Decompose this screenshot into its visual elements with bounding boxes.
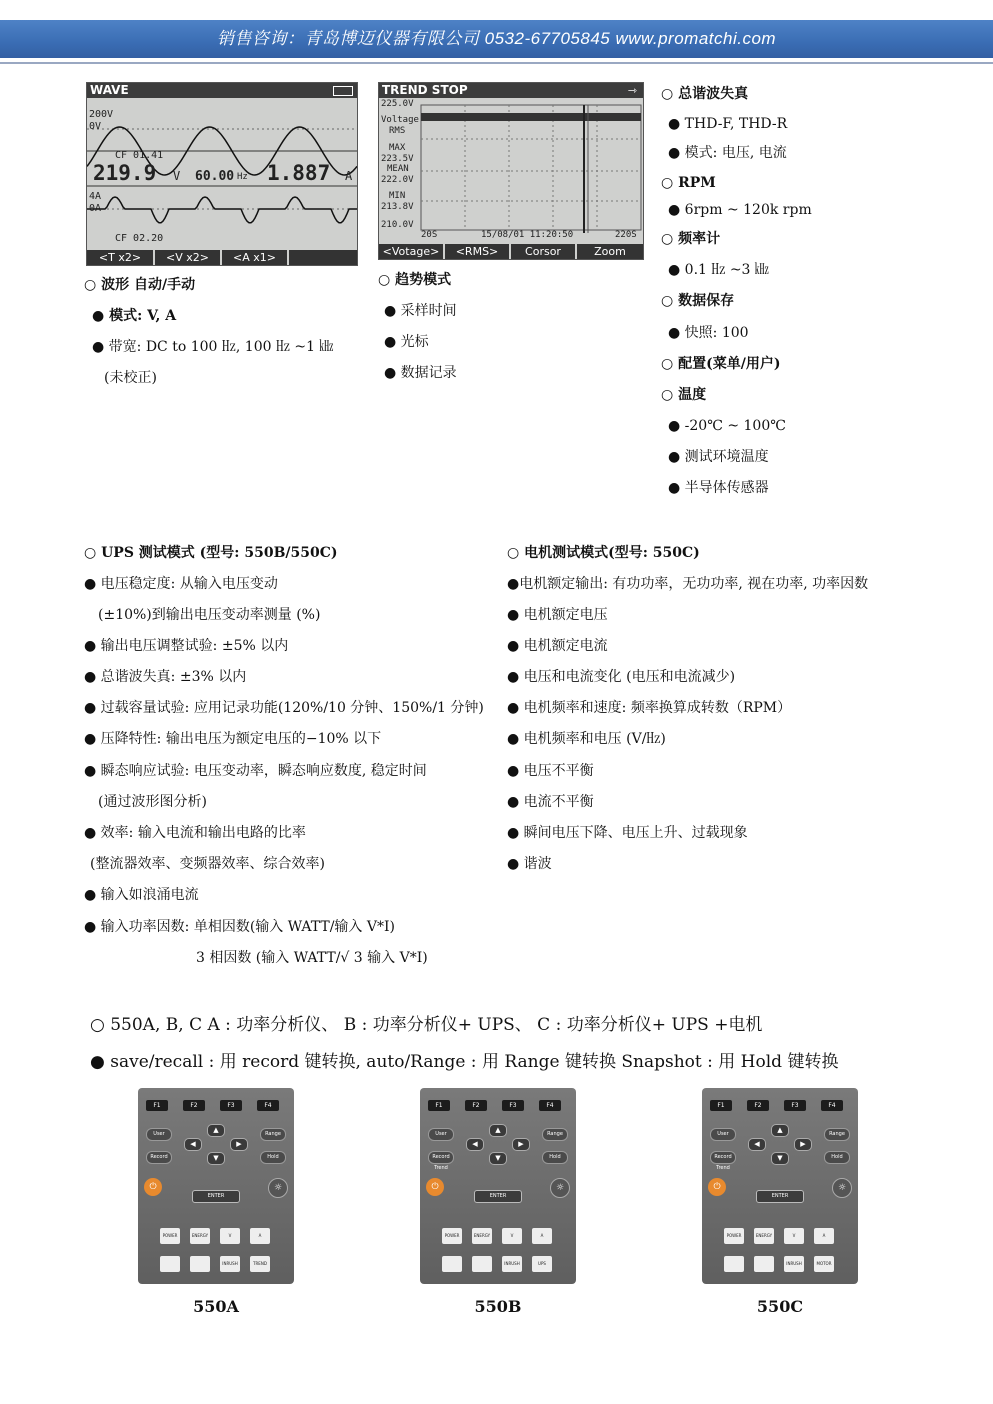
ups-title: ○ UPS 测试模式 (型号: 550B/550C) bbox=[84, 545, 338, 561]
motor-item-9: ● 谐波 bbox=[507, 856, 552, 872]
ups-item-11: ● 输入功率因数: 单相因数(输入 WATT/输入 V*I) bbox=[84, 919, 395, 935]
f1-key[interactable]: F1 bbox=[710, 1100, 732, 1111]
motor-item-2: ● 电机额定电流 bbox=[507, 638, 608, 654]
softkey-t-x2[interactable]: <T x2> bbox=[87, 250, 155, 265]
trend-label-225v: 225.0V bbox=[381, 99, 414, 109]
header-bar bbox=[0, 20, 993, 58]
softkey-zoom[interactable]: Zoom bbox=[594, 245, 626, 258]
function-key-2[interactable] bbox=[754, 1256, 774, 1272]
f2-key[interactable]: F2 bbox=[465, 1100, 487, 1111]
trend-label-voltage: Voltage bbox=[381, 115, 419, 125]
motor-title: ○ 电机测试模式(型号: 550C) bbox=[507, 545, 700, 561]
keypad-550c bbox=[702, 1088, 858, 1284]
record-key[interactable]: Record Trend bbox=[710, 1151, 736, 1164]
arrow-up-icon[interactable]: ▲ bbox=[489, 1124, 507, 1137]
trend-label-max: MAX bbox=[389, 143, 406, 153]
softkey-empty[interactable] bbox=[289, 250, 355, 265]
function-key-2[interactable] bbox=[472, 1256, 492, 1272]
ups-item-8: ● 效率: 输入电流和输出电路的比率 bbox=[84, 825, 306, 841]
function-key-3[interactable]: INRUSH bbox=[784, 1256, 804, 1272]
arrow-left-icon[interactable]: ◀ bbox=[184, 1138, 202, 1151]
enter-key[interactable]: ENTER bbox=[192, 1190, 240, 1203]
enter-key[interactable]: ENTER bbox=[756, 1190, 804, 1203]
keypad-550b bbox=[420, 1088, 576, 1284]
right-feature-12: ● 测试环境温度 bbox=[668, 449, 769, 465]
ups-item-12: 3 相因数 (输入 WATT/√ 3 输入 V*I) bbox=[196, 950, 428, 966]
header-divider bbox=[0, 62, 993, 64]
trend-x-time: 15/08/01 11:20:50 bbox=[481, 230, 574, 240]
right-feature-3: ○ RPM bbox=[661, 175, 716, 191]
keypad-caption: 550B bbox=[474, 1297, 522, 1316]
mode-specific-key[interactable]: TREND bbox=[250, 1256, 270, 1272]
right-feature-0: ○ 总谐波失真 bbox=[661, 86, 749, 102]
trend-feature-title: ○ 趋势模式 bbox=[378, 272, 452, 288]
arrow-down-icon[interactable]: ▼ bbox=[771, 1152, 789, 1165]
mode-key-1[interactable]: POWER bbox=[724, 1228, 744, 1244]
mode-key-4[interactable]: A bbox=[532, 1228, 552, 1244]
f2-key[interactable]: F2 bbox=[183, 1100, 205, 1111]
motor-item-1: ● 电机额定电压 bbox=[507, 607, 608, 623]
softkey-cursor[interactable]: Corsor bbox=[511, 244, 577, 259]
user-key[interactable]: User bbox=[146, 1128, 172, 1141]
trend-label-210v: 210.0V bbox=[381, 220, 414, 230]
user-key[interactable]: User bbox=[428, 1128, 454, 1141]
arrow-up-icon[interactable]: ▲ bbox=[207, 1124, 225, 1137]
a-cf-label: CF 02.20 bbox=[115, 233, 164, 244]
mode-specific-key[interactable]: MOTOR bbox=[814, 1256, 834, 1272]
v-scale-label: 200V bbox=[89, 109, 114, 120]
motor-item-6: ● 电压不平衡 bbox=[507, 763, 594, 779]
wave-screen-title: WAVE bbox=[87, 83, 357, 98]
v-cf-label: CF 01.41 bbox=[115, 150, 164, 161]
arrow-right-icon[interactable]: ▶ bbox=[794, 1138, 812, 1151]
wave-feature-title: ○ 波形 自动/手动 bbox=[84, 277, 196, 293]
ups-item-2: ● 输出电压调整试验: ±5% 以内 bbox=[84, 638, 289, 654]
motor-item-0: ●电机额定输出: 有功功率，无功功率, 视在功率, 功率因数 bbox=[507, 576, 869, 592]
plug-icon: ⇾ bbox=[627, 84, 637, 97]
frequency-readout: 60.00 bbox=[195, 169, 235, 184]
right-feature-11: ● -20℃ ~ 100℃ bbox=[668, 418, 786, 434]
record-key[interactable]: Record bbox=[146, 1151, 172, 1164]
ups-item-9: (整流器效率、变频器效率、综合效率) bbox=[90, 856, 325, 872]
keypad-caption: 550C bbox=[756, 1297, 804, 1316]
ups-item-6: ● 瞬态响应试验: 电压变动率，瞬态响应数度, 稳定时间 bbox=[84, 763, 427, 779]
f4-key[interactable]: F4 bbox=[821, 1100, 843, 1111]
function-key-1[interactable] bbox=[442, 1256, 462, 1272]
current-unit: A bbox=[345, 169, 353, 183]
ups-item-7: (通过波形图分析) bbox=[98, 794, 207, 810]
mode-key-2[interactable]: ENERGY bbox=[754, 1228, 774, 1244]
function-key-2[interactable] bbox=[190, 1256, 210, 1272]
trend-feature-sampling: ● 采样时间 bbox=[384, 303, 457, 319]
wave-feature-mode: ● 模式: V, A bbox=[92, 308, 177, 324]
function-key-1[interactable] bbox=[160, 1256, 180, 1272]
right-feature-9: ○ 配置(菜单/用户) bbox=[661, 356, 781, 372]
f3-key[interactable]: F3 bbox=[502, 1100, 524, 1111]
mode-key-2[interactable]: ENERGY bbox=[190, 1228, 210, 1244]
trend-label-min: MIN bbox=[389, 191, 406, 201]
ups-item-5: ● 压降特性: 输出电压为额定电压的−10% 以下 bbox=[84, 731, 382, 747]
ups-item-10: ● 输入如浪涌电流 bbox=[84, 887, 199, 903]
trend-x-left: 20S bbox=[421, 230, 438, 240]
right-feature-13: ● 半导体传感器 bbox=[668, 480, 769, 496]
a-zero-label: 0A bbox=[89, 203, 102, 214]
arrow-right-icon[interactable]: ▶ bbox=[512, 1138, 530, 1151]
function-key-1[interactable] bbox=[724, 1256, 744, 1272]
right-feature-4: ● 6rpm ~ 120k rpm bbox=[668, 202, 812, 218]
ups-item-1: (±10%)到输出电压变动率测量 (%) bbox=[98, 607, 321, 623]
keypad-550a bbox=[138, 1088, 294, 1284]
softkey-a-x1[interactable]: <A x1> bbox=[222, 250, 289, 265]
record-key[interactable]: Record Trend bbox=[428, 1151, 454, 1164]
trend-label-rms: RMS bbox=[389, 126, 406, 136]
enter-key[interactable]: ENTER bbox=[474, 1190, 522, 1203]
current-readout: 1.887 bbox=[267, 161, 331, 185]
save-recall-line: ● save/recall : 用 record 键转换, auto/Range : 用 Range 键转换 Snapshot : 用 Hold 键转换 bbox=[90, 1052, 839, 1072]
trend-screen-title: TREND STOP bbox=[379, 83, 643, 98]
wave-feature-bandwidth: ● 带宽: DC to 100 ㎐, 100 ㎐ ~1 ㎑ bbox=[92, 339, 334, 355]
trend-feature-logging: ● 数据记录 bbox=[384, 365, 457, 381]
mode-key-4[interactable]: A bbox=[250, 1228, 270, 1244]
power-icon[interactable]: ⏻ bbox=[426, 1178, 444, 1196]
right-feature-8: ● 快照: 100 bbox=[668, 325, 749, 341]
mode-key-1[interactable]: POWER bbox=[442, 1228, 462, 1244]
v-zero-label: 0V bbox=[89, 121, 102, 132]
power-icon[interactable]: ⏻ bbox=[708, 1178, 726, 1196]
function-key-3[interactable]: INRUSH bbox=[502, 1256, 522, 1272]
right-feature-10: ○ 温度 bbox=[661, 387, 707, 403]
brightness-icon[interactable]: ☼ bbox=[832, 1178, 852, 1198]
motor-item-7: ● 电流不平衡 bbox=[507, 794, 594, 810]
trend-feature-cursor: ● 光标 bbox=[384, 334, 429, 350]
right-feature-5: ○ 频率计 bbox=[661, 231, 721, 247]
range-key[interactable]: Range bbox=[260, 1128, 286, 1141]
ups-item-4: ● 过载容量试验: 应用记录功能(120%/10 分钟、150%/1 分钟) bbox=[84, 700, 484, 716]
f4-key[interactable]: F4 bbox=[539, 1100, 561, 1111]
hold-key[interactable]: Hold bbox=[824, 1151, 850, 1164]
arrow-right-icon[interactable]: ▶ bbox=[230, 1138, 248, 1151]
range-key[interactable]: Range bbox=[824, 1128, 850, 1141]
ups-item-0: ● 电压稳定度: 从输入电压变动 bbox=[84, 576, 278, 592]
trend-softkeys bbox=[379, 244, 643, 259]
f4-key[interactable]: F4 bbox=[257, 1100, 279, 1111]
trend-label-max-value: 223.5V bbox=[381, 154, 414, 164]
softkey-voltage[interactable]: <Votage> bbox=[379, 244, 445, 259]
f1-key[interactable]: F1 bbox=[146, 1100, 168, 1111]
right-feature-1: ● THD-F, THD-R bbox=[668, 116, 788, 132]
brightness-icon[interactable]: ☼ bbox=[550, 1178, 570, 1198]
trend-label-mean-value: 222.0V bbox=[381, 175, 414, 185]
motor-item-8: ● 瞬间电压下降、电压上升、过载现象 bbox=[507, 825, 748, 841]
mode-specific-key[interactable]: UPS bbox=[532, 1256, 552, 1272]
arrow-left-icon[interactable]: ◀ bbox=[466, 1138, 484, 1151]
mode-key-2[interactable]: ENERGY bbox=[472, 1228, 492, 1244]
power-icon[interactable]: ⏻ bbox=[144, 1178, 162, 1196]
keypad-caption: 550A bbox=[193, 1297, 239, 1316]
mode-key-3[interactable]: V bbox=[784, 1228, 804, 1244]
motor-item-4: ● 电机频率和速度: 频率换算成转数（RPM） bbox=[507, 700, 792, 716]
softkey-rms[interactable]: <RMS> bbox=[445, 244, 511, 259]
right-feature-6: ● 0.1 ㎐ ~3 ㎑ bbox=[668, 262, 769, 278]
ups-item-3: ● 总谐波失真: ±3% 以内 bbox=[84, 669, 247, 685]
mode-key-4[interactable]: A bbox=[814, 1228, 834, 1244]
voltage-readout: 219.9 bbox=[93, 161, 157, 185]
voltage-unit: V bbox=[173, 169, 181, 183]
motor-item-3: ● 电压和电流变化 (电压和电流减少) bbox=[507, 669, 736, 685]
arrow-down-icon[interactable]: ▼ bbox=[207, 1152, 225, 1165]
f1-key[interactable]: F1 bbox=[428, 1100, 450, 1111]
function-key-3[interactable]: INRUSH bbox=[220, 1256, 240, 1272]
right-feature-7: ○ 数据保存 bbox=[661, 293, 735, 309]
a-scale-label: 4A bbox=[89, 191, 102, 202]
trend-screen bbox=[378, 82, 644, 260]
mode-key-1[interactable]: POWER bbox=[160, 1228, 180, 1244]
range-key[interactable]: Range bbox=[542, 1128, 568, 1141]
motor-item-5: ● 电机频率和电压 (V/㎐) bbox=[507, 731, 666, 747]
models-line: ○ 550A, B, C A : 功率分析仪、 B : 功率分析仪+ UPS、 C : 功率分析仪+ UPS +电机 bbox=[90, 1015, 763, 1035]
header-text: 销售咨询：青岛博迈仪器有限公司 0532-67705845 www.promatchi.com bbox=[216, 29, 777, 48]
mode-key-3[interactable]: V bbox=[220, 1228, 240, 1244]
arrow-left-icon[interactable]: ◀ bbox=[748, 1138, 766, 1151]
arrow-down-icon[interactable]: ▼ bbox=[489, 1152, 507, 1165]
wave-feature-note: (未校正) bbox=[104, 370, 157, 386]
frequency-unit: Hz bbox=[237, 172, 248, 182]
hold-key[interactable]: Hold bbox=[260, 1151, 286, 1164]
wave-softkeys bbox=[87, 250, 357, 265]
f2-key[interactable]: F2 bbox=[747, 1100, 769, 1111]
trend-x-right: 220S bbox=[615, 230, 637, 240]
f3-key[interactable]: F3 bbox=[784, 1100, 806, 1111]
user-key[interactable]: User bbox=[710, 1128, 736, 1141]
hold-key[interactable]: Hold bbox=[542, 1151, 568, 1164]
trend-label-min-value: 213.8V bbox=[381, 202, 414, 212]
wave-screen bbox=[86, 82, 358, 266]
right-feature-2: ● 模式: 电压, 电流 bbox=[668, 145, 787, 161]
trend-label-mean: MEAN bbox=[387, 164, 409, 174]
arrow-up-icon[interactable]: ▲ bbox=[771, 1124, 789, 1137]
f3-key[interactable]: F3 bbox=[220, 1100, 242, 1111]
softkey-v-x2[interactable]: <V x2> bbox=[155, 250, 222, 265]
brightness-icon[interactable]: ☼ bbox=[268, 1178, 288, 1198]
mode-key-3[interactable]: V bbox=[502, 1228, 522, 1244]
